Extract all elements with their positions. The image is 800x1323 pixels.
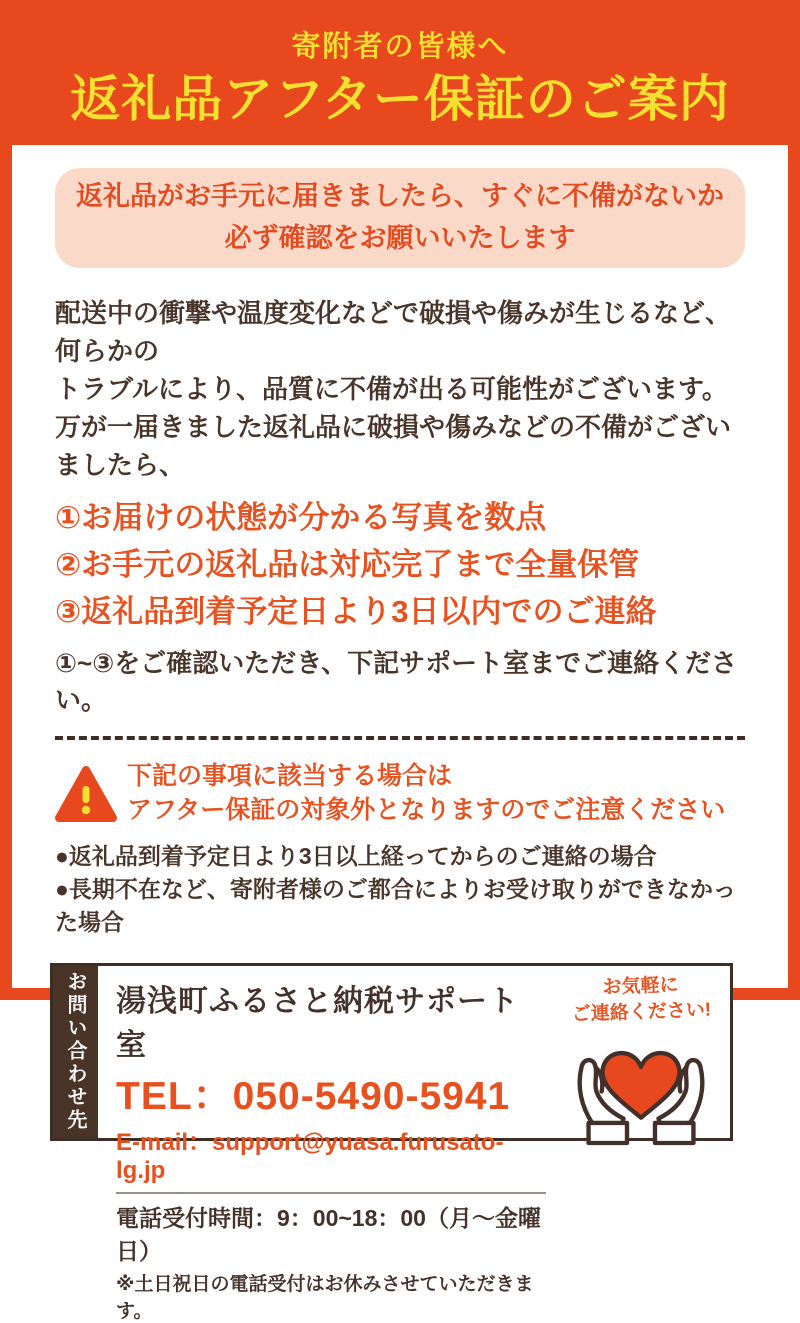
warning-section-header [55, 760, 745, 828]
notice-line-1: 返礼品がお手元に届きましたら、すぐに不備がないか [76, 181, 724, 212]
confirmation-note: ①~③をご確認いただき、下記サポート室までご連絡ください。 [55, 648, 738, 715]
callout-line-2: ご連絡ください! [571, 998, 712, 1025]
paragraph-line: 配送中の衝撃や温度変化などで破損や傷みが生じるなど、何らかの [55, 298, 732, 366]
contact-divider [116, 1192, 546, 1194]
content-area [12, 145, 788, 1322]
contact-callout [545, 970, 737, 1028]
warning-bullet-list [55, 840, 745, 939]
contact-sidebar-label: お問い合わせ先 [53, 966, 98, 1138]
dashed-divider [55, 736, 745, 740]
contact-hours-note: ※土日祝日の電話受付はお休みさせていただきます。 [116, 1273, 534, 1322]
callout-line-1: お気軽に [602, 974, 679, 998]
page-title: 返礼品アフター保証のご案内 [70, 71, 730, 127]
contact-email-address: E-mail：support@yuasa.furusato-lg.jp [116, 1128, 504, 1184]
contact-office-name: 湯浅町ふるさと納税サポート室 [116, 984, 519, 1062]
header-banner [0, 0, 800, 145]
warning-triangle-icon [55, 764, 117, 824]
warning-heading-line-2: アフター保証の対象外となりますのでご注意ください [127, 795, 726, 824]
warning-bullet: ●長期不在など、寄附者様のご都合によりお受け取りができなかった場合 [55, 875, 736, 935]
header-subtitle: 寄附者の皆様へ [291, 31, 509, 63]
step-item-1: ①お届けの状態が分かる写真を数点 [55, 500, 547, 535]
notice-box [55, 168, 745, 268]
contact-details [98, 966, 546, 1322]
notice-line-2: 必ず確認をお願いいたします [224, 223, 576, 253]
contact-phone-number: TEL：050-5490-5941 [116, 1074, 511, 1118]
warning-bullet: ●返礼品到着予定日より3日以上経ってからのご連絡の場合 [55, 842, 657, 869]
warning-heading-line-1: 下記の事項に該当する場合は [127, 762, 453, 790]
contact-illustration [546, 966, 736, 1138]
intro-paragraph [55, 294, 745, 484]
warning-heading [127, 760, 725, 828]
contact-hours: 電話受付時間：9：00~18：00（月～金曜日） [116, 1204, 541, 1264]
contact-section [50, 963, 733, 1322]
paragraph-line: トラブルにより、品質に不備が出る可能性がございます。 [55, 374, 728, 404]
step-item-3: ③返礼品到着予定日より3日以内でのご連絡 [55, 594, 657, 629]
step-item-2: ②お手元の返礼品は対応完了まで全量保管 [55, 547, 640, 582]
steps-list [55, 494, 745, 635]
hands-holding-heart-icon [552, 1025, 730, 1143]
paragraph-line: 万が一届きました返礼品に破損や傷みなどの不備がございましたら、 [55, 412, 732, 480]
